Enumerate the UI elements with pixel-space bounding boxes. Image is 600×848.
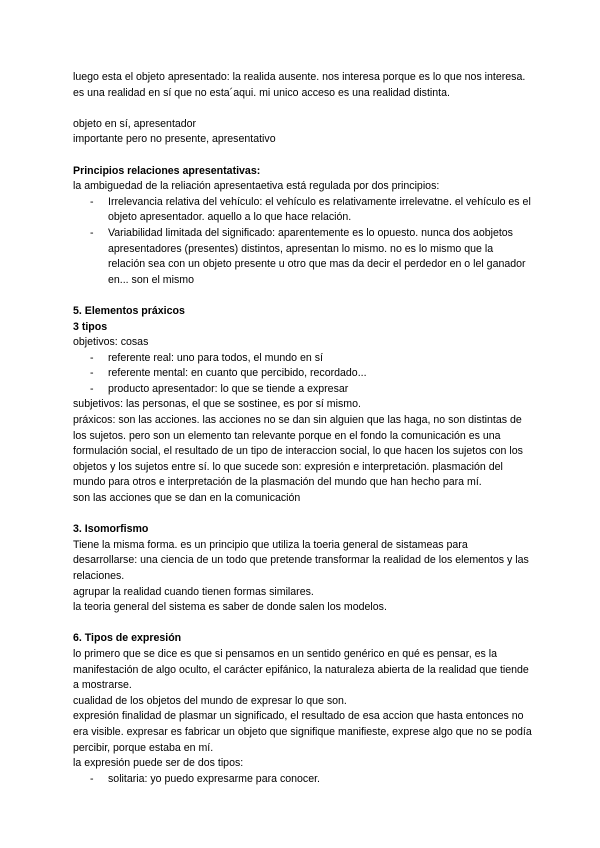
dash-bullet: - (90, 772, 94, 785)
paragraph: son las acciones que se dan en la comunicación (73, 492, 301, 505)
principios-section (73, 164, 533, 289)
elementos-section (73, 304, 533, 507)
list-item (73, 226, 533, 288)
paragraph: agrupar la realidad cuando tienen formas similares. (73, 585, 314, 598)
objeto-section (73, 117, 533, 148)
section-subheading: 3 tipos (73, 320, 108, 333)
paragraph: objeto en sí, apresentador (73, 117, 197, 130)
list-item (73, 772, 533, 788)
paragraph: subjetivos: las personas, el que se sostinee, es por sí mismo. (73, 398, 361, 411)
section-heading: 3. Isomorfismo (73, 523, 149, 536)
list-item (73, 195, 533, 226)
dash-bullet: - (90, 195, 94, 208)
isomorfismo-section (73, 522, 533, 616)
list-item-text: solitaria: yo puedo expresarme para conocer. (108, 772, 320, 785)
list-item-text: referente real: uno para todos, el mundo en sí (108, 351, 323, 364)
paragraph: práxicos: son las acciones. las acciones no se dan sin alguien que las haga, no son distintas de los sujetos. pero son un elemento tan relevante porque en el fondo la comunicación es una formulación social, el resultado de un tipo de interaccion social, lo que hacen los sujetos con los objetos y los sujetos entre sí. lo que sucede son: expresión e interpretación. plasmación del mundo para otros e interpretación de la plasmación del mundo que han hecho para mí. (73, 414, 523, 489)
expresion-section (73, 631, 533, 787)
paragraph: la expresión puede ser de dos tipos: (73, 757, 244, 770)
paragraph: objetivos: cosas (73, 336, 149, 349)
section-heading: 5. Elementos práxicos (73, 304, 185, 317)
dash-bullet: - (90, 382, 94, 395)
paragraph: importante pero no presente, apresentativo (73, 133, 276, 146)
dash-bullet: - (90, 226, 94, 239)
dash-bullet: - (90, 351, 94, 364)
section-heading: Principios relaciones apresentativas: (73, 164, 261, 177)
intro-section (73, 70, 533, 101)
paragraph: lo primero que se dice es que si pensamos en un sentido genérico en qué es pensar, es la manifestación de algo oculto, el carácter epifánico, la naturaleza abierta de la realidad que tiende a mostrarse. (73, 647, 529, 692)
list-item-text: producto apresentador: lo que se tiende a expresar (108, 382, 349, 395)
dash-list (73, 195, 533, 289)
paragraph: Tiene la misma forma. es un principio que utiliza la toeria general de sistameas para desarrollarse: una ciencia de un todo que pretende transformar la realidad de los elementos y las relaciones. (73, 538, 529, 582)
paragraph: la ambiguedad de la reliación apresentaetiva está regulada por dos principios: (73, 180, 440, 193)
paragraph: luego esta el objeto apresentado: la realida ausente. nos interesa porque es lo que nos interesa. es una realidad en sí que no esta´aqui. mi unico acceso es una realidad distinta. (73, 71, 526, 99)
paragraph: cualidad de los objetos del mundo de expresar lo que son. (73, 694, 347, 707)
section-heading: 6. Tipos de expresión (73, 632, 182, 645)
document-body (73, 70, 533, 787)
dash-list (73, 351, 533, 398)
list-item (73, 382, 533, 398)
list-item-text: referente mental: en cuanto que percibido, recordado... (108, 367, 367, 380)
dash-list (73, 772, 533, 788)
paragraph: expresión finalidad de plasmar un significado, el resultado de esa accion que hasta entonces no era visible. expresar es fabricar un objeto que signifique manifieste, exprese algo que no se podía percibir, porque estaba en mí. (73, 710, 532, 754)
list-item (73, 351, 533, 367)
paragraph: la teoria general del sistema es saber de donde salen los modelos. (73, 601, 387, 614)
list-item-text: Irrelevancia relativa del vehículo: el vehículo es relativamente irrelevatne. el vehículo es el objeto apresentador. aquello a lo que hace relación. (108, 195, 531, 224)
list-item (73, 366, 533, 382)
list-item-text: Variabilidad limitada del significado: aparentemente es lo opuesto. nunca dos aobjetos apresentadores (presentes) distintos, apresentan lo mismo. no es lo mismo que la relación sea con un objeto presente u otro que mas da decir el perdedor en o lel ganador en... son el mismo (108, 226, 526, 286)
dash-bullet: - (90, 367, 94, 380)
